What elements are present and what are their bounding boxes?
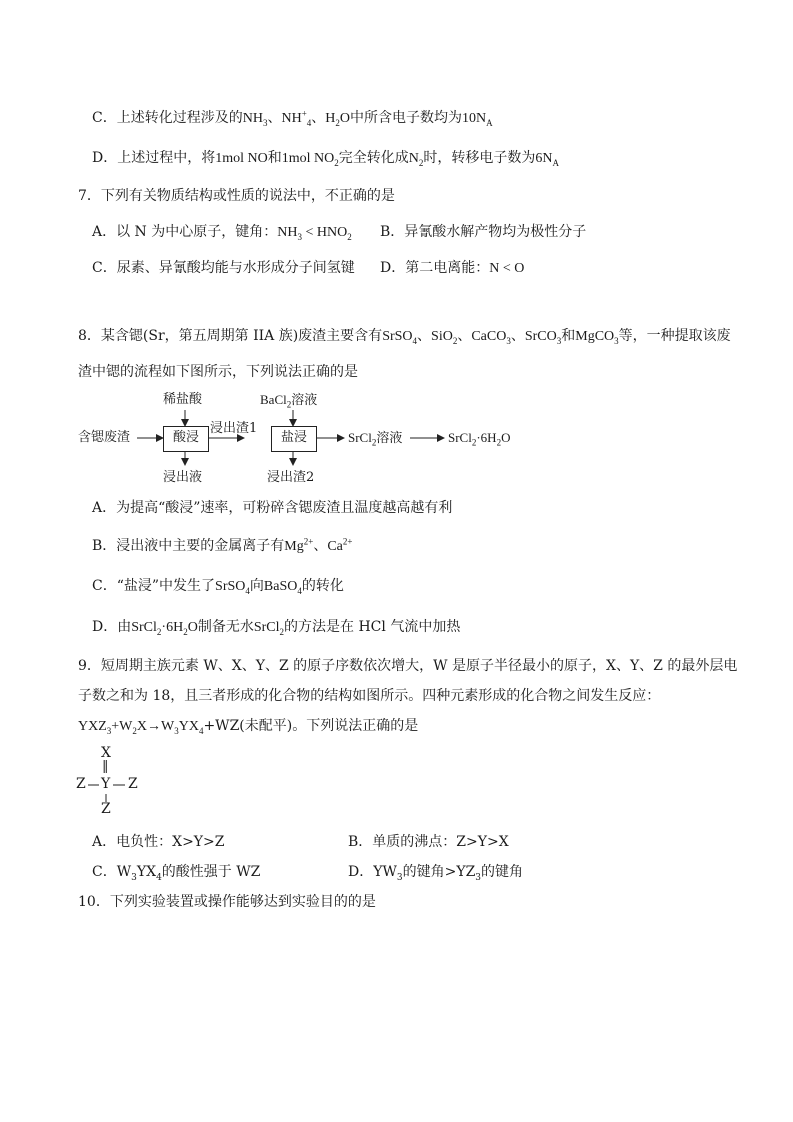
q7-option-c: C．尿素、异氰酸均能与水形成分子间氢键 (92, 260, 355, 276)
struct-left-z: Z (76, 776, 86, 792)
flow-box-salt-leach: 盐浸 (271, 426, 317, 452)
q8-stem-line2: 渣中锶的流程如下图所示，下列说法正确的是 (78, 364, 358, 380)
q7-option-b: B．异氰酸水解产物均为极性分子 (380, 224, 587, 240)
flow-leachate: 浸出液 (163, 470, 203, 485)
q7-option-d: D．第二电离能：N < O (380, 260, 525, 276)
q6-option-d: D．上述过程中，将1mol NO和1mol $NO_2$完全转化成$N_2$时，转移电子数为$6N_A$ (92, 150, 559, 168)
q9-option-a: A．电负性：X>Y>Z (92, 834, 225, 850)
q7-option-a: A．以 N 为中心原子，键角：$NH_3 < HNO_2$ (92, 224, 352, 242)
q6-option-c: C．上述转化过程涉及的$NH_3$、$NH^+_4$、$H_2O$中所含电子数均为$10N_A$ (92, 108, 493, 128)
q8-stem-line1: 8．某含锶(Sr，第五周期第 IIA 族)废渣主要含有SrSO$_4$、SiO$_2$、CaCO$_3$、SrCO$_3$和MgCO$_3$等，一种提取该废 (78, 328, 731, 346)
q9-stem-line2: 子数之和为 18，且三者形成的化合物的结构如图所示。四种元素形成的化合物之间发生反应： (78, 688, 661, 704)
flow-reagent-bacl2: BaCl$_2$溶液 (260, 392, 318, 410)
flow-box-acid-leach: 酸浸 (163, 426, 209, 452)
q10-stem: 10．下列实验装置或操作能够达到实验目的的是 (78, 894, 376, 910)
struct-double-bond: ‖ (102, 759, 109, 774)
flow-residue-2: 浸出渣2 (267, 470, 315, 485)
struct-bottom-z: Z (101, 801, 111, 817)
struct-top-x: X (101, 745, 111, 761)
q8-option-d: D．由$SrCl_2\cdot 6H_2O$制备无水SrCl$_2$的方法是在 HCl 气流中加热 (92, 619, 461, 637)
q9-equation: $YXZ_3+W_2X\to W_3YX_4+WZ$(未配平)。下列说法正确的是 (78, 718, 419, 736)
q7-stem: 7．下列有关物质结构或性质的说法中，不正确的是 (78, 188, 395, 204)
flow-product-hydrate: $SrCl_2\cdot 6H_2O$ (448, 430, 511, 448)
struct-right-z: Z (128, 776, 138, 792)
q9-option-d: D．$YW_3$的键角$>YZ_3$的键角 (348, 864, 524, 883)
q8-option-a: A．为提高“酸浸”速率，可粉碎含锶废渣且温度越高越有利 (92, 500, 453, 516)
q8-option-c: C．“盐浸”中发生了SrSO$_4$向BaSO$_4$的转化 (92, 578, 344, 596)
q9-stem-line1: 9．短周期主族元素 W、X、Y、Z 的原子序数依次增大，W 是原子半径最小的原子，X、Y、Z 的最外层电 (78, 658, 738, 674)
flow-reagent-hcl: 稀盐酸 (163, 392, 203, 407)
flow-start-waste: 含锶废渣 (78, 430, 131, 445)
flow-residue-1: 浸出渣1 (210, 421, 258, 436)
q8-option-b: B．浸出液中主要的金属离子有$Mg^{2+}$、$Ca^{2+}$ (92, 536, 353, 554)
flow-product-solution: SrCl$_2$溶液 (348, 430, 403, 448)
struct-center-y: Y (101, 776, 111, 792)
q9-option-b: B．单质的沸点：Z>Y>X (348, 834, 509, 850)
q9-option-c: C．$W_3YX_4$的酸性强于 WZ (92, 864, 261, 883)
